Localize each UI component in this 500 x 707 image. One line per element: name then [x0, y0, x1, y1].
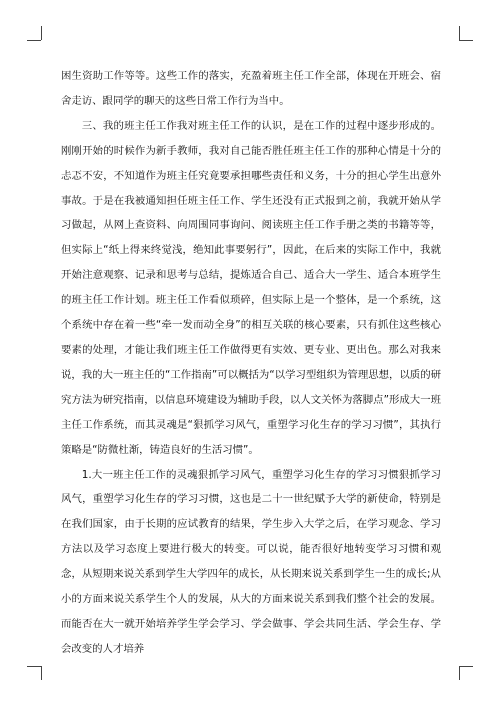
paragraph: 1.大一班主任工作的灵魂狠抓学习风气，重塑学习化生存的学习习惯狠抓学习风气，重塑学习化生存的学习习惯，这也是二十一世纪赋予大学的新使命，特别是在我们国家，由于长期的应试教育的结果，学生步入大学之后，在学习观念、学习方法以及学习态度上要进行极大的转变。可以说，能否很好地转变学习习惯和观念，从短期来说关系到学生大学四年的成长，从长期来说关系到学生一生的成长;从小的方面来说关系学生个人的发展，从大的方面来说关系到我们整个社会的发展。而能否在大一就开始培养学生学会学习、学会做事、学会共同生活、学会生存、学会改变的人才培养	[61, 468, 441, 655]
crop-mark-bottom-right	[459, 666, 460, 680]
paragraph: 困生资助工作等等。这些工作的落实，充盈着班主任工作全部，体现在开班会、宿舍走访、跟同学的聊天的这些日常工作行为当中。	[61, 70, 441, 107]
crop-mark-bottom-left	[41, 666, 42, 680]
crop-mark-top-right	[459, 40, 473, 41]
document-body	[61, 64, 441, 662]
crop-mark-bottom-right	[459, 666, 473, 667]
crop-mark-top-left	[27, 40, 41, 41]
paragraph: 三、我的班主任工作我对班主任工作的认识，是在工作的过程中逐步形成的。刚刚开始的时候作为新手教师，我对自己能否胜任班主任工作的那种心情是十分的忐忑不安，不知道作为班主任究竟要承担哪些责任和义务，十分的担心学生出意外事故。于是在我被通知担任班主任工作、学生还没有正式报到之前，我就开始从学习做起，从网上查资料、向周围同事询问、阅读班主任工作手册之类的书籍等等，但实际上“纸上得来终觉浅，绝知此事要躬行”，因此，在后来的实际工作中，我就开始注意观察、记录和思考与总结，提炼适合自己、适合大一学生、适合本班学生的班主任工作计划。班主任工作看似琐碎，但实际上是一个整体，是一个系统，这个系统中存在着一些“牵一发而动全身”的相互关联的核心要素，只有抓住这些核心要素的处理，才能让我们班主任工作做得更有实效、更专业、更出色。那么对我来说，我的大一班主任的“工作指南”可以概括为“以学习型组织为管理思想，以质的研究方法为研究指南，以信息环境建设为辅助手段，以人文关怀为落脚点”形成大一班主任工作系统，而其灵魂是“狠抓学习风气，重塑学习化生存的学习习惯”，其执行策略是“防微杜渐，铸造良好的生活习惯”。	[61, 119, 441, 456]
crop-mark-bottom-left	[27, 666, 41, 667]
crop-mark-top-right	[459, 26, 460, 40]
crop-mark-top-left	[41, 26, 42, 40]
